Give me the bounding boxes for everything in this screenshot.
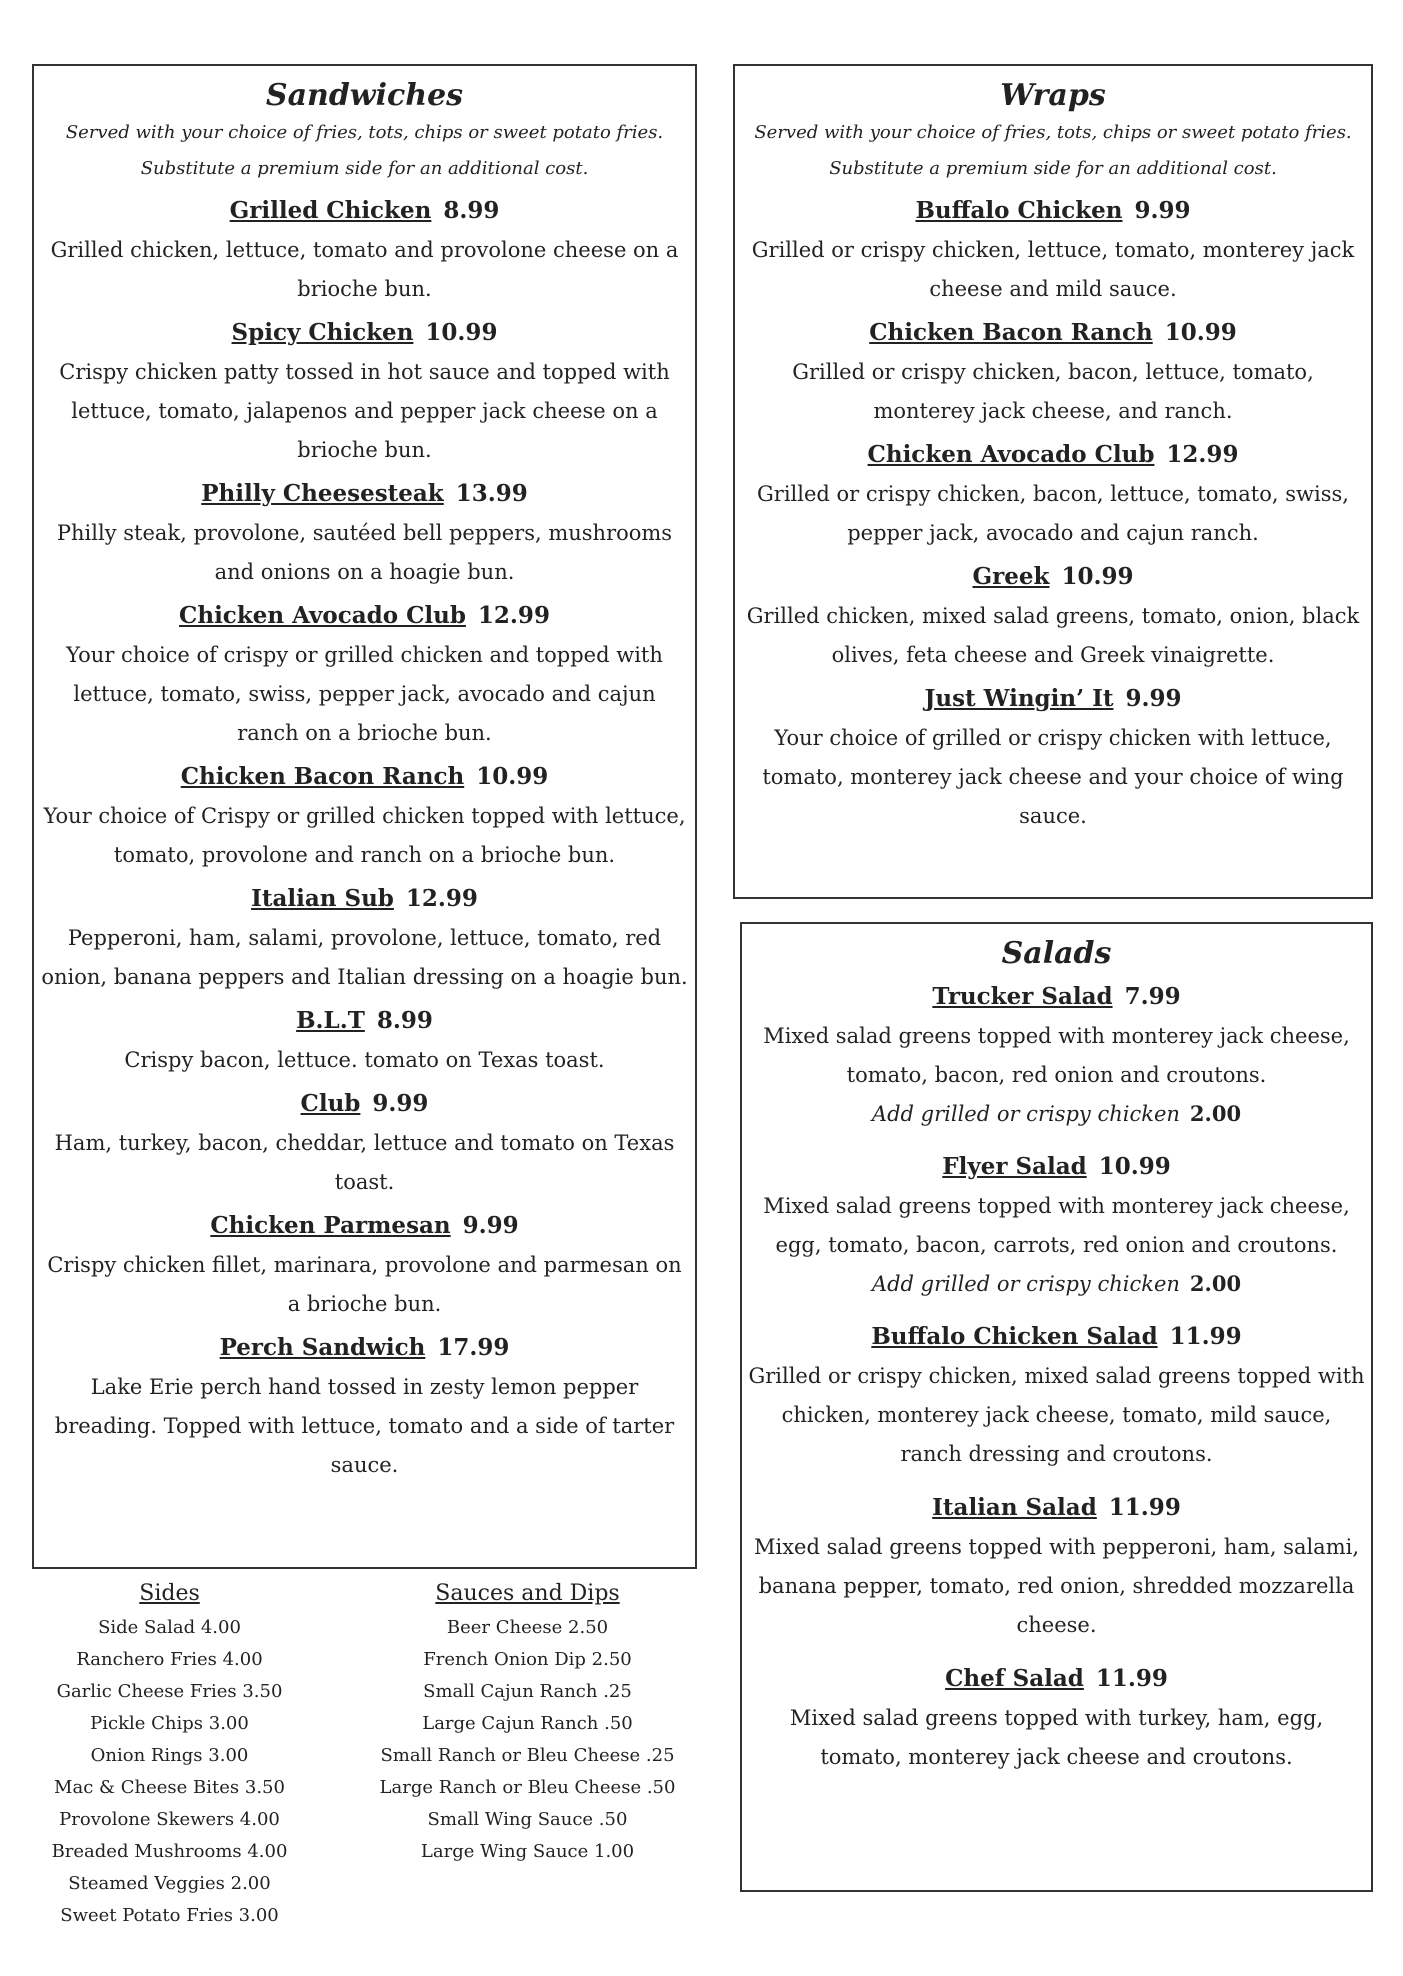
list-item: Small Wing Sauce .50: [427, 1809, 628, 1830]
item-name: Chicken Bacon Ranch: [869, 319, 1153, 346]
item-price: 9.99: [462, 1212, 519, 1239]
item-description: Your choice of crispy or grilled chicken and topped with lettuce, tomato, swiss, pepper jack, avocado and cajun ranch on a brioche bun.: [66, 643, 663, 745]
list-item: Pickle Chips 3.00: [90, 1713, 249, 1734]
menu-item: [742, 1147, 1371, 1303]
menu-item: [742, 1488, 1371, 1645]
item-description: Mixed salad greens topped with pepperoni, ham, salami, banana pepper, tomato, red onion, shredded mozzarella cheese.: [753, 1535, 1360, 1637]
menu-item: [742, 1659, 1371, 1777]
item-name: Club: [300, 1090, 361, 1117]
list-item: Steamed Veggies 2.00: [68, 1873, 271, 1894]
list-title: Sides: [139, 1581, 200, 1606]
item-price: 8.99: [376, 1007, 433, 1034]
item-description: Grilled chicken, lettuce, tomato and provolone cheese on a brioche bun.: [50, 238, 679, 301]
menu-item: [742, 1317, 1371, 1474]
menu-item: [34, 474, 695, 592]
section-subtitle: Served with your choice of fries, tots, chips or sweet potato fries.: [754, 122, 1352, 143]
menu-item: [34, 757, 695, 875]
list-item: Large Cajun Ranch .50: [422, 1713, 633, 1734]
item-description: Crispy chicken fillet, marinara, provolone and parmesan on a brioche bun.: [47, 1253, 682, 1316]
menu-item: [34, 1084, 695, 1202]
item-description: Your choice of grilled or crispy chicken with lettuce, tomato, monterey jack cheese and your choice of wing sauce.: [762, 726, 1344, 828]
list-item: Onion Rings 3.00: [90, 1745, 249, 1766]
sandwiches-section: [32, 64, 697, 1569]
item-price: 10.99: [1061, 563, 1134, 590]
addon-label: Add grilled or crispy chicken: [871, 1272, 1180, 1296]
list-title: Sauces and Dips: [435, 1581, 620, 1606]
item-list: [34, 191, 695, 1485]
item-price: 13.99: [455, 480, 528, 507]
item-name: Flyer Salad: [942, 1153, 1087, 1180]
list-item: Small Cajun Ranch .25: [423, 1681, 632, 1702]
menu-item: [34, 191, 695, 309]
list-item: Side Salad 4.00: [98, 1617, 241, 1638]
item-price: 11.99: [1169, 1323, 1242, 1350]
item-price: 9.99: [1125, 685, 1182, 712]
list-item: Ranchero Fries 4.00: [76, 1649, 263, 1670]
menu-item: [735, 557, 1371, 675]
list-item: Breaded Mushrooms 4.00: [51, 1841, 288, 1862]
item-description: Grilled or crispy chicken, bacon, lettuce, tomato, monterey jack cheese, and ranch.: [792, 360, 1314, 423]
menu-item: [34, 596, 695, 753]
item-price: 11.99: [1095, 1665, 1168, 1692]
item-price: 10.99: [476, 763, 549, 790]
wraps-section: [733, 64, 1373, 899]
item-price: 12.99: [477, 602, 550, 629]
addon-label: Add grilled or crispy chicken: [871, 1102, 1180, 1126]
item-name: Perch Sandwich: [219, 1334, 426, 1361]
menu-item: [735, 679, 1371, 836]
section-subtitle: Substitute a premium side for an additional cost.: [140, 158, 589, 179]
menu-item: [34, 879, 695, 997]
item-description: Grilled or crispy chicken, bacon, lettuce, tomato, swiss, pepper jack, avocado and cajun ranch.: [757, 482, 1349, 545]
item-name: Spicy Chicken: [231, 319, 414, 346]
list-item: Large Wing Sauce 1.00: [420, 1841, 635, 1862]
menu-item: [34, 1328, 695, 1485]
item-description: Grilled chicken, mixed salad greens, tomato, onion, black olives, feta cheese and Greek vinaigrette.: [746, 604, 1360, 667]
list-item: Small Ranch or Bleu Cheese .25: [380, 1745, 675, 1766]
list-item: Beer Cheese 2.50: [446, 1617, 609, 1638]
addon-price: 2.00: [1189, 1101, 1242, 1126]
addon-price: 2.00: [1189, 1271, 1242, 1296]
item-name: Chicken Avocado Club: [867, 441, 1155, 468]
item-list: [735, 191, 1371, 836]
item-name: Trucker Salad: [932, 983, 1113, 1010]
item-name: B.L.T: [296, 1007, 365, 1034]
item-addon: [742, 1265, 1371, 1303]
item-price: 10.99: [1164, 319, 1237, 346]
item-name: Buffalo Chicken Salad: [871, 1323, 1158, 1350]
item-name: Chef Salad: [945, 1665, 1084, 1692]
item-addon: [742, 1095, 1371, 1133]
item-price: 9.99: [1134, 197, 1191, 224]
item-list: [742, 977, 1371, 1777]
item-price: 9.99: [372, 1090, 429, 1117]
item-name: Buffalo Chicken: [915, 197, 1123, 224]
sauces-list: [350, 1576, 705, 1868]
item-description: Ham, turkey, bacon, cheddar, lettuce and tomato on Texas toast.: [54, 1131, 675, 1194]
item-description: Pepperoni, ham, salami, provolone, lettuce, tomato, red onion, banana peppers and Italian dressing on a hoagie bun.: [41, 926, 688, 989]
list-item: Garlic Cheese Fries 3.50: [56, 1681, 283, 1702]
item-description: Mixed salad greens topped with monterey jack cheese, egg, tomato, bacon, carrots, red onion and croutons.: [763, 1194, 1350, 1257]
section-subtitle: Substitute a premium side for an additional cost.: [829, 158, 1277, 179]
item-price: 10.99: [1098, 1153, 1171, 1180]
item-price: 7.99: [1124, 983, 1181, 1010]
item-description: Crispy chicken patty tossed in hot sauce and topped with lettuce, tomato, jalapenos and pepper jack cheese on a brioche bun.: [59, 360, 670, 462]
item-description: Philly steak, provolone, sautéed bell peppers, mushrooms and onions on a hoagie bun.: [56, 521, 673, 584]
item-name: Italian Salad: [932, 1494, 1097, 1521]
section-subtitle: Served with your choice of fries, tots, chips or sweet potato fries.: [65, 122, 664, 143]
list-item: Mac & Cheese Bites 3.50: [54, 1777, 285, 1798]
item-name: Greek: [972, 563, 1050, 590]
item-name: Chicken Bacon Ranch: [180, 763, 465, 790]
salads-section: [740, 922, 1373, 1892]
section-title: Sandwiches: [265, 78, 464, 113]
menu-item: [34, 1206, 695, 1324]
menu-item: [735, 435, 1371, 553]
item-description: Mixed salad greens topped with turkey, ham, egg, tomato, monterey jack cheese and croutons.: [789, 1706, 1324, 1769]
item-name: Just Wingin’ It: [924, 685, 1114, 712]
list-item: French Onion Dip 2.50: [423, 1649, 632, 1670]
menu-item: [735, 191, 1371, 309]
item-price: 11.99: [1108, 1494, 1181, 1521]
list-item: Provolone Skewers 4.00: [59, 1809, 280, 1830]
item-description: Crispy bacon, lettuce. tomato on Texas toast.: [124, 1048, 605, 1072]
menu-item: [34, 313, 695, 470]
item-description: Lake Erie perch hand tossed in zesty lemon pepper breading. Topped with lettuce, tomato and a side of tarter sauce.: [54, 1375, 675, 1477]
item-price: 17.99: [437, 1334, 510, 1361]
menu-item: [735, 313, 1371, 431]
item-name: Chicken Parmesan: [210, 1212, 451, 1239]
item-price: 8.99: [443, 197, 500, 224]
item-price: 10.99: [425, 319, 498, 346]
item-price: 12.99: [405, 885, 478, 912]
menu-item: [34, 1001, 695, 1080]
item-description: Your choice of Crispy or grilled chicken topped with lettuce, tomato, provolone and ranch on a brioche bun.: [43, 804, 686, 867]
menu-item: [742, 977, 1371, 1133]
item-name: Philly Cheesesteak: [201, 480, 444, 507]
list-item: Sweet Potato Fries 3.00: [60, 1905, 279, 1926]
item-name: Chicken Avocado Club: [179, 602, 466, 629]
section-title: Wraps: [1000, 78, 1106, 113]
list-item: Large Ranch or Bleu Cheese .50: [379, 1777, 676, 1798]
item-name: Italian Sub: [251, 885, 394, 912]
item-description: Grilled or crispy chicken, mixed salad greens topped with chicken, monterey jack cheese, tomato, mild sauce, ranch dressing and croutons.: [748, 1364, 1365, 1466]
item-description: Mixed salad greens topped with monterey jack cheese, tomato, bacon, red onion and croutons.: [763, 1024, 1350, 1087]
item-price: 12.99: [1166, 441, 1239, 468]
item-description: Grilled or crispy chicken, lettuce, tomato, monterey jack cheese and mild sauce.: [751, 238, 1355, 301]
item-name: Grilled Chicken: [229, 197, 432, 224]
section-title: Salads: [1001, 936, 1112, 971]
sides-list: [32, 1576, 307, 1932]
